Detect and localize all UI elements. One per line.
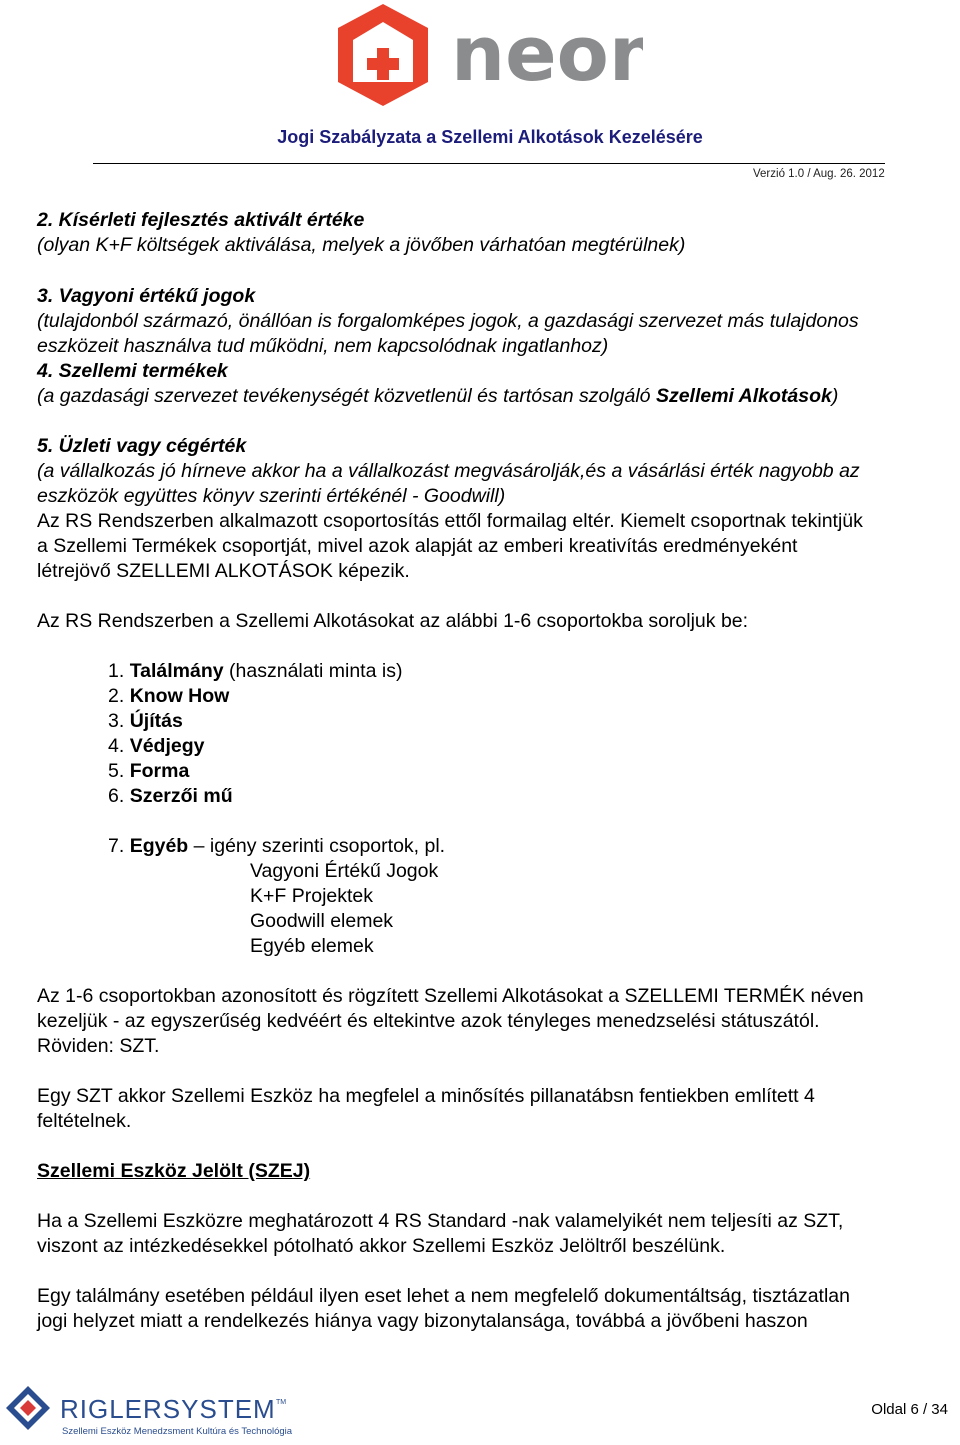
paragraph-4-line2: feltételnek. (37, 1110, 132, 1132)
item3-desc-line1: (tulajdonból származó, önállóan is forgalomképes jogok, a gazdasági szervezet más tulajdonos (37, 310, 859, 332)
footer-tagline: Szellemi Eszköz Menedzsment Kultúra és Technológia (62, 1426, 293, 1437)
paragraph-5-line2: viszont az intézkedésekkel pótolható akkor Szellemi Eszköz Jelöltről beszélünk. (37, 1235, 726, 1257)
item4-desc-c: ) (831, 385, 839, 407)
item4-desc (37, 384, 838, 409)
subgroup-item: K+F Projektek (250, 885, 374, 907)
group-item: 5. Forma (108, 760, 190, 782)
riglersystem-logo (4, 1384, 294, 1440)
paragraph-3-line2: kezeljük - az egyszerűség kedvéért és eltekintve azok tényleges menedzselési státuszától. (37, 1010, 820, 1032)
paragraph-1-line2: a Szellemi Termékek csoportját, mivel azok alapját az emberi kreativítás eredményeként (37, 535, 798, 557)
item5-title: 5. Üzleti vagy cégérték (37, 435, 247, 457)
item3-desc-line2: eszközeit használva tud működni, nem kapcsolódnak ingatlanhoz) (37, 335, 609, 357)
item2-desc: (olyan K+F költségek aktiválása, melyek a jövőben várhatóan megtérülnek) (37, 234, 686, 256)
paragraph-5-line1: Ha a Szellemi Eszközre meghatározott 4 RS Standard -nak valamelyikét nem teljesíti az SZT, (37, 1210, 844, 1232)
item5-desc-line2: eszközök együttes könyv szerinti értékénél - Goodwill) (37, 485, 506, 507)
paragraph-6-line2: jogi helyzet miatt a rendelkezés hiánya vagy bizonytalansága, továbbá a jövőbeni haszon (37, 1310, 808, 1332)
header-divider (93, 163, 885, 164)
paragraph-3-line3: Röviden: SZT. (37, 1035, 160, 1057)
paragraph-6-line1: Egy találmány esetében például ilyen eset lehet a nem megfelelő dokumentáltság, tisztázatlan (37, 1285, 850, 1307)
item4-title: 4. Szellemi termékek (37, 360, 228, 382)
group-item: 2. Know How (108, 685, 230, 707)
group-item: 4. Védjegy (108, 735, 205, 757)
item2-title: 2. Kísérleti fejlesztés aktivált értéke (37, 209, 365, 231)
subgroup-item: Vagyoni Értékű Jogok (250, 860, 439, 882)
item5-desc-line1: (a vállalkozás jó hírneve akkor ha a vállalkozást megvásárolják,és a vásárlási érték nagyobb az (37, 460, 860, 482)
paragraph-3-line1: Az 1-6 csoportokban azonosított és rögzített Szellemi Alkotásokat a SZELLEMI TERMÉK néven (37, 985, 864, 1007)
svg-text:TM: TM (276, 1399, 287, 1406)
paragraph-1-line1: Az RS Rendszerben alkalmazott csoportosítás ettől formailag eltér. Kiemelt csoportnak tekintjük (37, 510, 863, 532)
company-logo (333, 0, 643, 110)
logo-wordmark: neon (451, 9, 643, 98)
paragraph-4-line1: Egy SZT akkor Szellemi Eszköz ha megfelel a minősítés pillanatábsn fentiekben említett 4 (37, 1085, 815, 1107)
section-heading: Szellemi Eszköz Jelölt (SZEJ) (37, 1160, 311, 1182)
item3-title: 3. Vagyoni értékű jogok (37, 285, 256, 307)
group-item: 3. Újítás (108, 710, 183, 732)
subgroup-item: Goodwill elemek (250, 910, 394, 932)
subgroup-item: Egyéb elemek (250, 935, 374, 957)
group-item: 1. Találmány (használati minta is) (108, 660, 403, 682)
paragraph-2: Az RS Rendszerben a Szellemi Alkotásokat az alábbi 1-6 csoportokba soroljuk be: (37, 610, 749, 632)
item4-desc-bold: Szellemi Alkotások (655, 385, 832, 407)
diamond-icon (6, 1386, 50, 1430)
version-label: Verzió 1.0 / Aug. 26. 2012 (753, 168, 885, 180)
item4-desc-a: (a gazdasági szervezet tevékenységét közvetlenül és tartósan szolgáló (37, 385, 656, 407)
group-item: 6. Szerzői mű (108, 785, 233, 807)
footer-wordmark: RIGLERSYSTEM (60, 1394, 276, 1424)
document-title: Jogi Szabályzata a Szellemi Alkotások Kezelésére (277, 127, 703, 147)
page-number: Oldal 6 / 34 (871, 1401, 948, 1418)
paragraph-1-line3: létrejövő SZELLEMI ALKOTÁSOK képezik. (37, 560, 410, 582)
group-item: 7. Egyéb – igény szerinti csoportok, pl. (108, 835, 446, 857)
